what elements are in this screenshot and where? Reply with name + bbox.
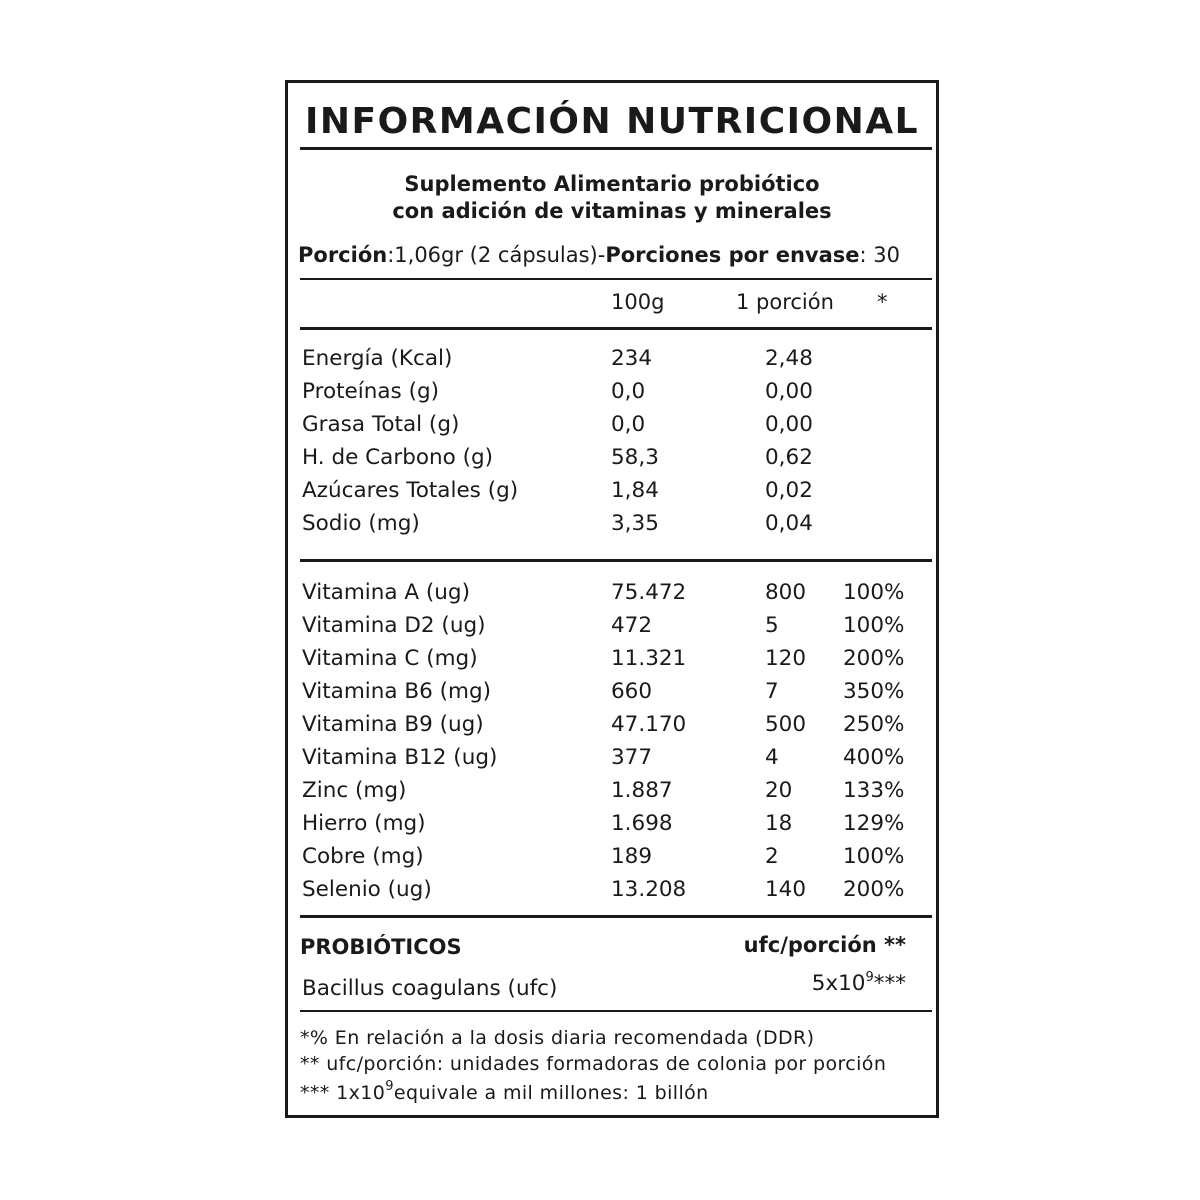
label-title: INFORMACIÓN NUTRICIONAL xyxy=(304,101,920,142)
value-per-porcion: 140 xyxy=(765,877,807,902)
value-per-porcion: 2 xyxy=(765,844,779,869)
value-per-100g: 13.208 xyxy=(611,877,687,902)
value-ddr: 100% xyxy=(843,844,905,869)
table-row xyxy=(288,580,936,613)
bacillus-value-base: 5x10 xyxy=(811,971,866,996)
table-row xyxy=(288,478,936,511)
value-per-porcion: 4 xyxy=(765,745,779,770)
nutrient-name: Hierro (mg) xyxy=(302,811,426,836)
nutrient-name: Vitamina A (ug) xyxy=(302,580,470,605)
value-per-100g: 472 xyxy=(611,613,653,638)
nutrient-name: Cobre (mg) xyxy=(302,844,424,869)
value-per-100g: 377 xyxy=(611,745,653,770)
footnote-billon-prefix: *** 1x10 xyxy=(300,1082,386,1104)
value-per-100g: 75.472 xyxy=(611,580,687,605)
footnote-billon-suffix: equivale a mil millones: 1 billón xyxy=(393,1082,709,1104)
nutrient-name: Vitamina B9 (ug) xyxy=(302,712,484,737)
value-per-100g: 189 xyxy=(611,844,653,869)
nutrient-name: H. de Carbono (g) xyxy=(302,445,494,470)
footnote-billon-exponent: 9 xyxy=(385,1079,394,1094)
value-ddr: 200% xyxy=(843,877,905,902)
table-row xyxy=(288,511,936,544)
envase-label: Porciones por envase xyxy=(605,243,860,267)
table-row xyxy=(288,877,936,910)
serving-info xyxy=(298,243,900,267)
bacillus-value xyxy=(812,970,906,996)
nutrient-name: Zinc (mg) xyxy=(302,778,407,803)
value-ddr: 400% xyxy=(843,745,905,770)
probiotic-divider xyxy=(300,1010,932,1012)
subtitle-line-1: Suplemento Alimentario probiótico xyxy=(404,172,820,196)
bacillus-value-suffix: *** xyxy=(873,971,906,996)
value-per-porcion: 18 xyxy=(765,811,793,836)
value-per-porcion: 2,48 xyxy=(765,346,813,371)
porcion-label: Porción xyxy=(298,243,388,267)
macro-divider xyxy=(300,559,932,562)
table-row xyxy=(288,346,936,379)
value-per-100g: 234 xyxy=(611,346,653,371)
value-ddr: 129% xyxy=(843,811,905,836)
table-row xyxy=(288,712,936,745)
value-per-porcion: 0,02 xyxy=(765,478,813,503)
value-per-porcion: 7 xyxy=(765,679,779,704)
value-per-100g: 1.698 xyxy=(611,811,673,836)
table-row xyxy=(288,379,936,412)
subtitle-line-2: con adición de vitaminas y minerales xyxy=(392,199,832,223)
nutrient-name: Grasa Total (g) xyxy=(302,412,460,437)
column-header-porcion: 1 porción xyxy=(736,290,834,314)
nutrient-name: Selenio (ug) xyxy=(302,877,432,902)
value-per-porcion: 20 xyxy=(765,778,793,803)
nutrient-name: Azúcares Totales (g) xyxy=(302,478,519,503)
table-row xyxy=(288,745,936,778)
table-row xyxy=(288,412,936,445)
nutrient-name: Energía (Kcal) xyxy=(302,346,453,371)
footnote-billon xyxy=(300,1079,709,1104)
footnote-ufc: ** ufc/porción: unidades formadoras de colonia por porción xyxy=(300,1053,887,1075)
nutrition-label xyxy=(285,80,939,1118)
value-per-porcion: 800 xyxy=(765,580,807,605)
value-ddr: 100% xyxy=(843,580,905,605)
nutrient-name: Vitamina B6 (mg) xyxy=(302,679,491,704)
table-row xyxy=(288,613,936,646)
table-row xyxy=(288,679,936,712)
value-per-porcion: 0,00 xyxy=(765,412,813,437)
value-per-porcion: 0,62 xyxy=(765,445,813,470)
value-ddr: 100% xyxy=(843,613,905,638)
value-per-porcion: 0,04 xyxy=(765,511,813,536)
envase-value: : 30 xyxy=(859,243,900,267)
porcion-value: :1,06gr (2 cápsulas)- xyxy=(387,243,606,267)
value-per-porcion: 5 xyxy=(765,613,779,638)
value-ddr: 133% xyxy=(843,778,905,803)
nutrient-name: Vitamina D2 (ug) xyxy=(302,613,486,638)
table-row xyxy=(288,445,936,478)
value-ddr: 250% xyxy=(843,712,905,737)
title-divider xyxy=(300,147,932,150)
value-ddr: 200% xyxy=(843,646,905,671)
serving-divider xyxy=(300,278,932,280)
value-per-100g: 1,84 xyxy=(611,478,659,503)
value-per-100g: 11.321 xyxy=(611,646,687,671)
value-per-100g: 3,35 xyxy=(611,511,659,536)
value-per-100g: 0,0 xyxy=(611,412,646,437)
value-per-100g: 47.170 xyxy=(611,712,687,737)
probioticos-heading: PROBIÓTICOS xyxy=(300,935,462,959)
nutrient-name: Sodio (mg) xyxy=(302,511,420,536)
value-per-100g: 660 xyxy=(611,679,653,704)
table-row xyxy=(288,646,936,679)
nutrient-name: Vitamina B12 (ug) xyxy=(302,745,498,770)
header-divider xyxy=(300,327,932,330)
bacillus-value-exponent: 9 xyxy=(865,970,874,985)
value-per-porcion: 120 xyxy=(765,646,807,671)
value-per-porcion: 0,00 xyxy=(765,379,813,404)
nutrient-name: Proteínas (g) xyxy=(302,379,439,404)
value-per-porcion: 500 xyxy=(765,712,807,737)
table-row xyxy=(288,844,936,877)
bacillus-name: Bacillus coagulans (ufc) xyxy=(302,976,558,1001)
value-per-100g: 58,3 xyxy=(611,445,659,470)
table-row xyxy=(288,778,936,811)
footnote-ddr: *% En relación a la dosis diaria recomendada (DDR) xyxy=(300,1027,815,1049)
column-header-100g: 100g xyxy=(611,290,665,314)
ufc-heading: ufc/porción ** xyxy=(743,933,906,957)
table-row xyxy=(288,811,936,844)
nutrient-name: Vitamina C (mg) xyxy=(302,646,478,671)
value-per-100g: 0,0 xyxy=(611,379,646,404)
value-per-100g: 1.887 xyxy=(611,778,673,803)
value-ddr: 350% xyxy=(843,679,905,704)
column-header-ddr: * xyxy=(877,290,888,314)
micro-divider xyxy=(300,915,932,918)
